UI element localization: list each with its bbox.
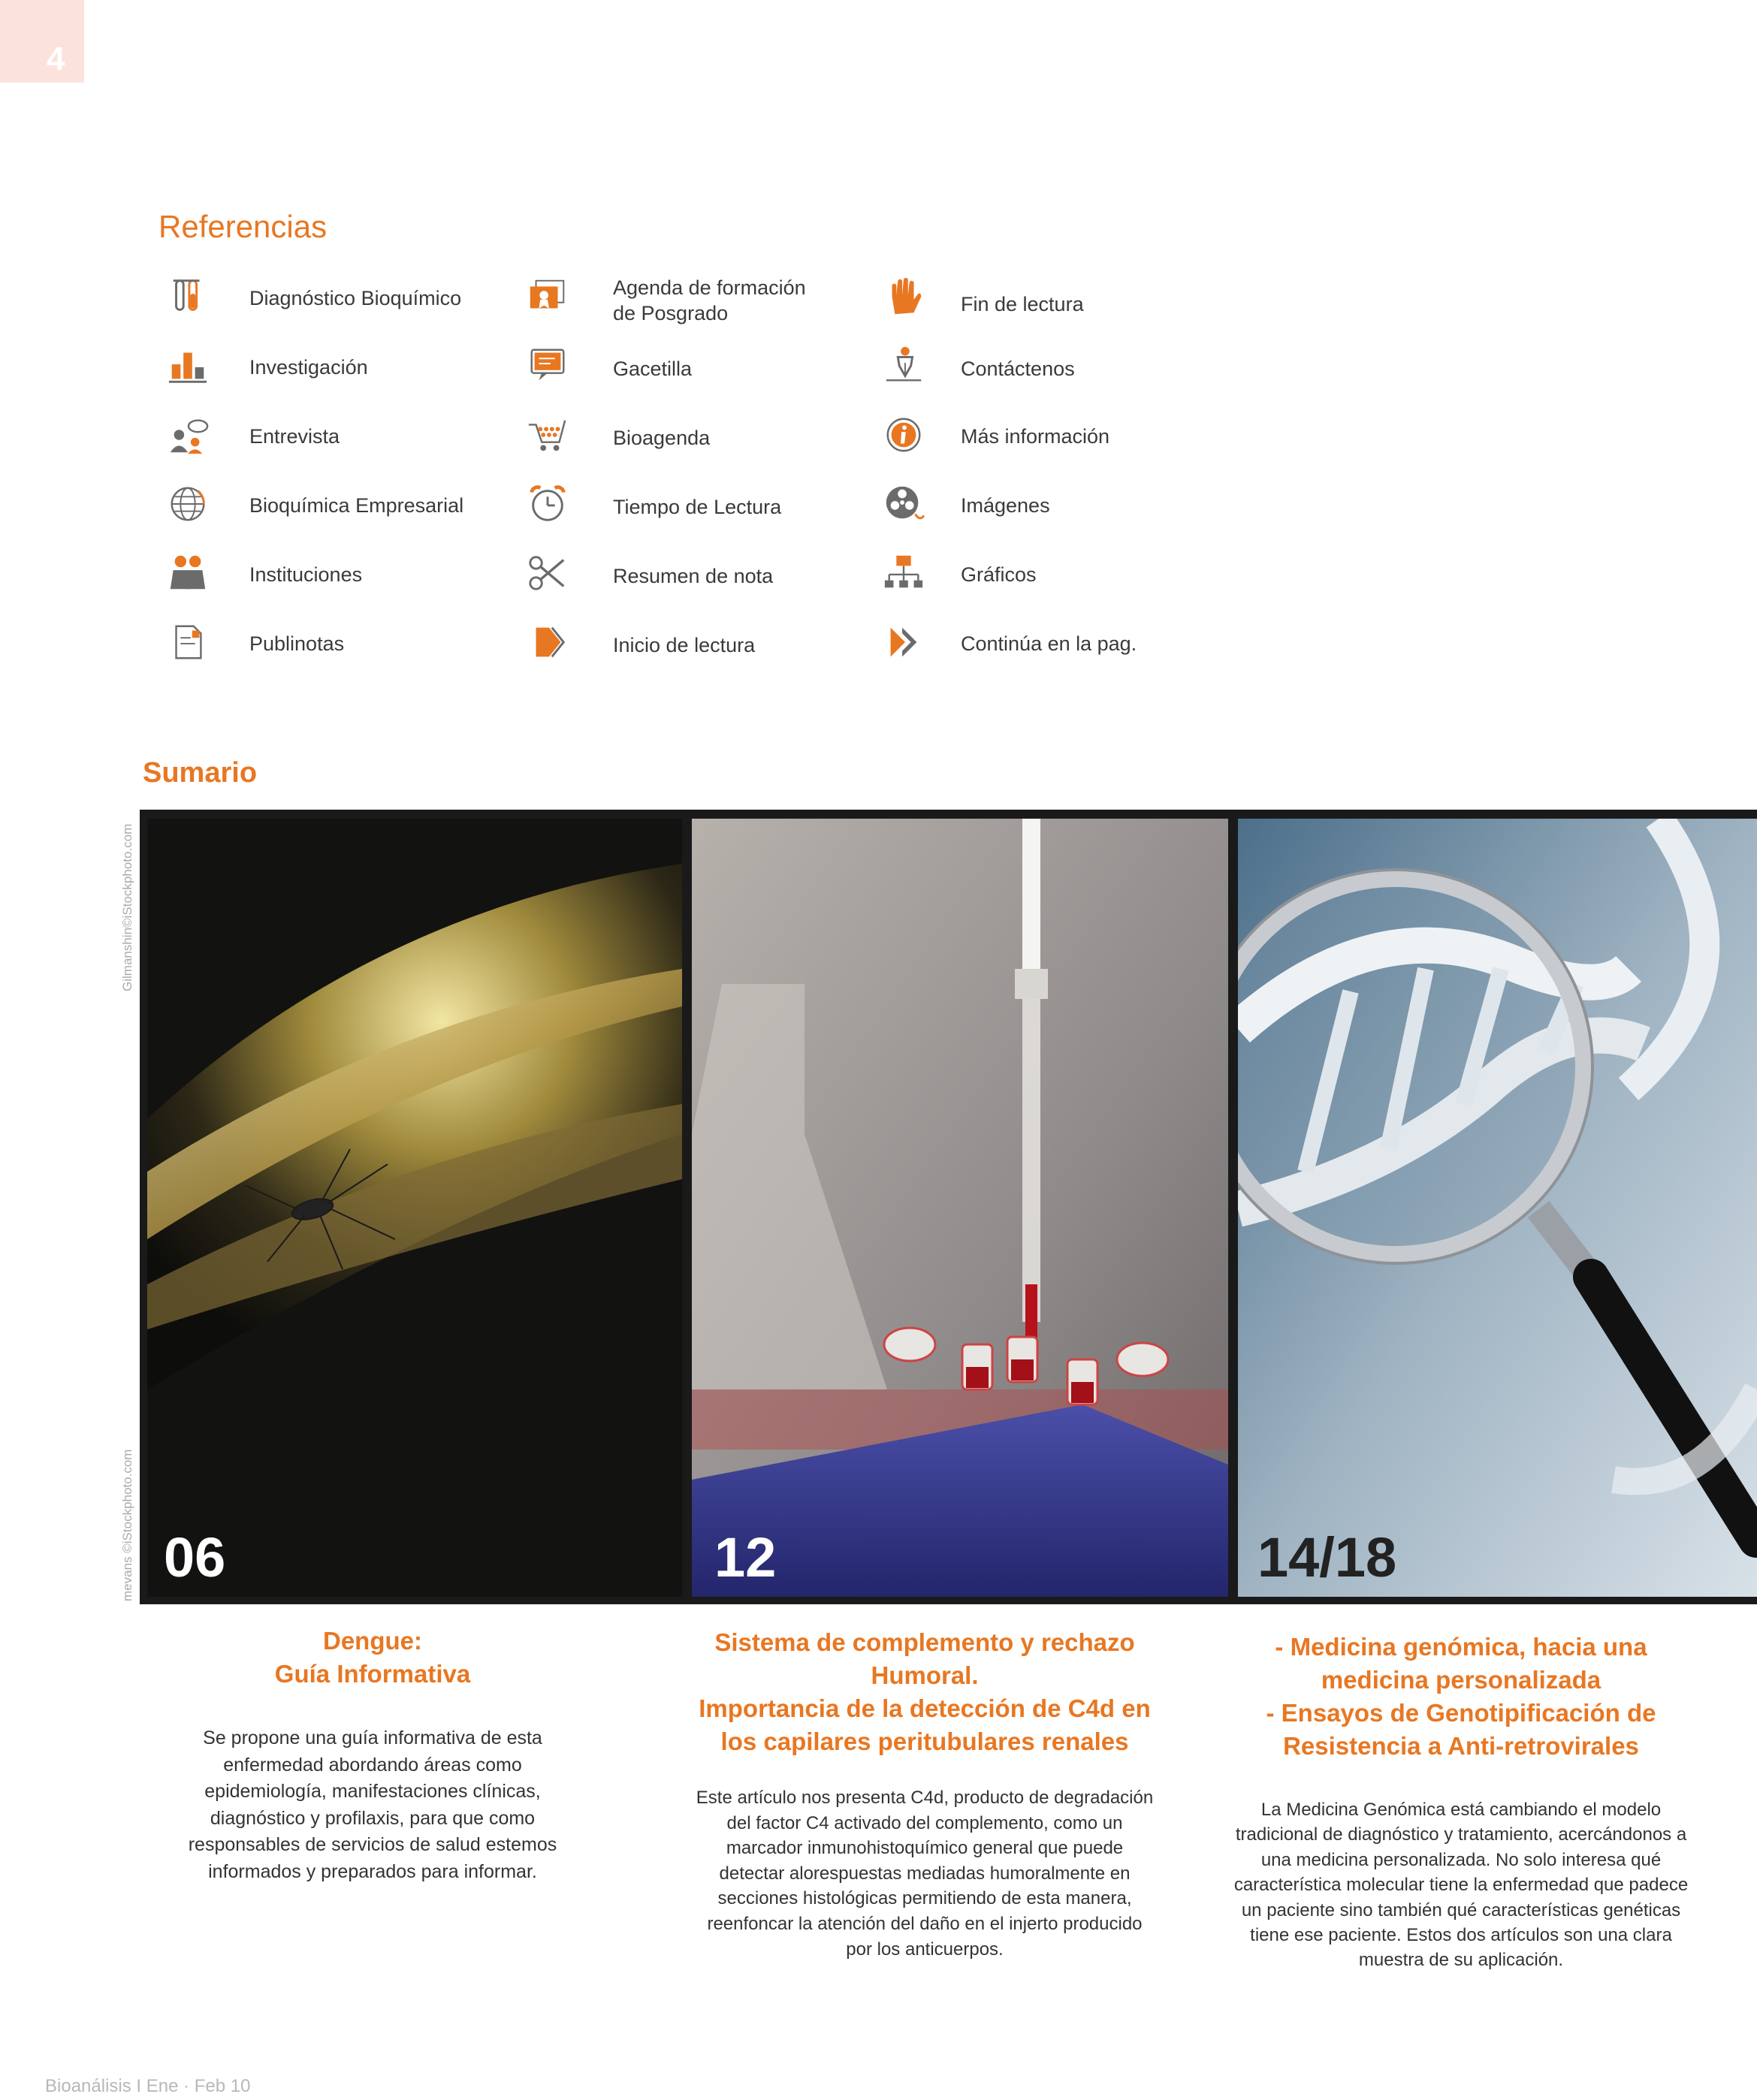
cart-icon (521, 409, 574, 461)
ref-diagnostico (162, 270, 214, 323)
ref-label: Tiempo de Lectura (613, 496, 782, 518)
people-icon (162, 547, 214, 599)
ref-investigacion (162, 339, 214, 392)
ref-resumen-nota (521, 547, 574, 599)
ref-mas-informacion (877, 409, 930, 461)
ref-label-line1: Agenda de formación (613, 276, 806, 299)
photo-dna-magnifier (1238, 819, 1757, 1597)
hand-stop-icon (877, 270, 930, 323)
ref-label: Gráficos (961, 563, 1037, 586)
article-title-line: medicina personalizada (1321, 1666, 1602, 1694)
document-icon (162, 616, 214, 668)
photo-lab-pipette (692, 819, 1228, 1597)
ref-label: Contáctenos (961, 358, 1075, 380)
ref-entrevista (162, 409, 214, 461)
start-arrow-icon (521, 616, 574, 668)
article-summary: La Medicina Genómica está cambiando el modelo tradicional de diagnóstico y tratamiento, acercándonos a una medicina personalizada. No solo interesa qué característica molecular tiene la enfermedad que padece un paciente sino también qué características genéticas tiene ese paciente. Estos dos artículos son una clara muestra de su aplicación. (1233, 1800, 1689, 1971)
ref-label: Instituciones (249, 563, 363, 586)
ref-label: Bioagenda (613, 427, 711, 449)
ref-instituciones (162, 547, 214, 599)
article-title-line: los capilares peritubulares renales (720, 1727, 1129, 1755)
test-tubes-icon (162, 270, 214, 323)
globe-icon (162, 478, 214, 530)
ref-label: Inicio de lectura (613, 634, 756, 656)
photo-mosquito (147, 819, 682, 1597)
page-number: 4 (47, 41, 65, 77)
info-icon (877, 409, 930, 461)
ref-label: Gacetilla (613, 358, 693, 380)
ref-imagenes (877, 478, 930, 530)
footer-publication: Bioanálisis I Ene · Feb 10 (45, 2076, 251, 2096)
ref-label: Diagnóstico Bioquímico (249, 287, 462, 309)
ref-contactenos (877, 339, 930, 392)
ref-label: Investigación (249, 356, 368, 379)
scissors-icon (521, 547, 574, 599)
ref-label: Bioquímica Empresarial (249, 494, 464, 517)
ref-agenda-posgrado (521, 270, 574, 323)
ref-label: Imágenes (961, 494, 1050, 517)
article-title-line: Guía Informativa (274, 1660, 471, 1688)
ref-label: Publinotas (249, 632, 345, 655)
pen-icon (877, 339, 930, 392)
article-page-number: 14/18 (1257, 1526, 1397, 1589)
ref-fin-lectura (877, 270, 930, 323)
interview-icon (162, 409, 214, 461)
summary-title: Sumario (143, 757, 258, 789)
photo-credit: Gilmanshin©iStockphoto.com (120, 823, 134, 991)
photo-credit: mevans ©iStockphoto.com (120, 1449, 134, 1601)
article-title-line: Humoral. (871, 1661, 979, 1689)
ref-graficos (877, 547, 930, 599)
alarm-clock-icon (521, 478, 574, 530)
ref-continua (877, 616, 930, 668)
article-page-number: 12 (714, 1526, 777, 1589)
ref-label: Fin de lectura (961, 293, 1084, 315)
ref-bioagenda (521, 409, 574, 461)
double-arrow-icon (877, 616, 930, 668)
message-icon (521, 339, 574, 392)
article-title-line: - Medicina genómica, hacia una (1275, 1633, 1647, 1661)
article-summary: Se propone una guía informativa de esta enfermedad abordando áreas como epidemiología, manifestaciones clínicas, diagnóstico y profilaxis, para que como responsables de servicios de salud estemos informados y preparados para informar. (188, 1727, 557, 1882)
ref-bioquimica-empresarial (162, 478, 214, 530)
ref-label-line2: de Posgrado (613, 302, 729, 324)
ref-publinotas (162, 616, 214, 668)
references-title: Referencias (158, 209, 328, 244)
article-title-line: Dengue: (323, 1627, 422, 1655)
ref-label: Resumen de nota (613, 565, 774, 587)
ref-label: Más información (961, 425, 1110, 448)
bar-chart-icon (162, 339, 214, 392)
ref-label: Entrevista (249, 425, 340, 448)
article-title-line: Sistema de complemento y rechazo (714, 1628, 1135, 1656)
article-title (692, 1626, 1158, 1758)
article-title-line: Importancia de la detección de C4d en (699, 1694, 1151, 1722)
certificate-icon (521, 270, 574, 323)
ref-tiempo-lectura (521, 478, 574, 530)
org-chart-icon (877, 547, 930, 599)
article-page-number: 06 (164, 1526, 226, 1589)
article-title-line: - Ensayos de Genotipificación de (1266, 1699, 1656, 1727)
ref-gacetilla (521, 339, 574, 392)
article-title (147, 1625, 598, 1691)
ref-label: Continúa en la pag. (961, 632, 1137, 655)
article-summary: Este artículo nos presenta C4d, producto de degradación del factor C4 activado del complemento, como un marcador inmunohistoquímico general que puede detectar alorespuestas mediadas humoralmente en secciones histológicas permitiendo de esta manera, reenfoncar la atención del daño en el injerto producido por los anticuerpos. (696, 1788, 1154, 1960)
article-title-line: Resistencia a Anti-retrovirales (1283, 1732, 1639, 1760)
article-title (1232, 1631, 1690, 1763)
film-reel-icon (877, 478, 930, 530)
ref-inicio-lectura (521, 616, 574, 668)
page-number-tab (0, 0, 84, 83)
